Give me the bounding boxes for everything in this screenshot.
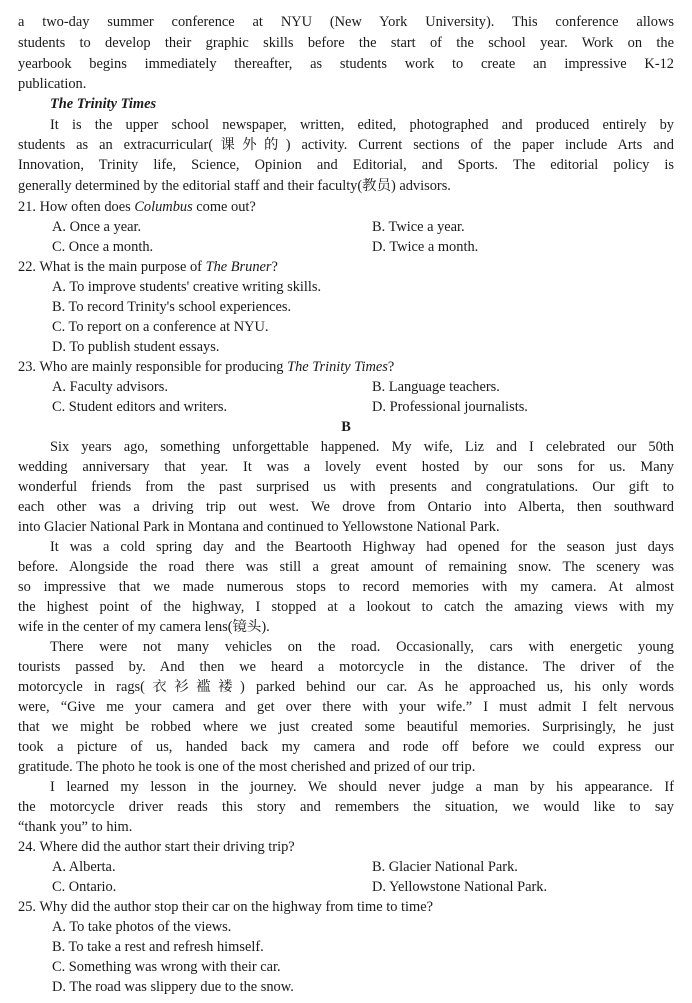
passage-line: wife in the center of my camera lens(镜头).: [18, 619, 270, 635]
q22-option-d: D. To publish student essays.: [52, 339, 220, 355]
q24-option-b: B. Glacier National Park.: [372, 859, 518, 875]
q22-option-c: C. To report on a conference at NYU.: [52, 319, 269, 335]
q25-option-c: C. Something was wrong with their car.: [52, 959, 281, 975]
passage-line: the highest point of the highway, I stopped at a lookout to catch the amazing views with my: [18, 599, 674, 615]
passage-line: were, “Give me your camera and get over there with your wife.” I must admit I felt nervous: [18, 699, 674, 715]
question-24-stem: 24. Where did the author start their driving trip?: [18, 839, 295, 855]
q24-option-c: C. Ontario.: [52, 879, 117, 895]
q23-option-a: A. Faculty advisors.: [52, 379, 168, 395]
q21-option-d: D. Twice a month.: [372, 239, 479, 255]
passage-line: generally determined by the editorial staff and their faculty(教员) advisors.: [18, 178, 451, 194]
passage-line: the motorcycle driver reads this story and remembers the situation, we would like to say: [18, 799, 674, 815]
passage-line: students as an extracurricular(课外的) activity. Current sections of the paper include Arts and: [18, 137, 674, 153]
q23-option-c: C. Student editors and writers.: [52, 399, 228, 415]
passage-line: that we might be robbed where we just created some beautiful memories. Surprisingly, he just: [18, 719, 674, 735]
passage-line: so impressive that we made numerous stops to record memories with my camera. At almost: [18, 579, 674, 595]
passage-line: students to develop their graphic skills before the start of the school year. Work on the: [18, 35, 674, 51]
passage-line: Innovation, Trinity life, Science, Opinion and Editorial, and Sports. The editorial policy is: [18, 157, 674, 173]
q22-option-a: A. To improve students' creative writing skills.: [52, 279, 322, 295]
passage-line: a two-day summer conference at NYU (New York University). This conference allows: [18, 14, 674, 30]
q21-option-a: A. Once a year.: [52, 219, 142, 235]
passage-line: into Glacier National Park in Montana and continued to Yellowstone National Park.: [18, 519, 500, 535]
q25-option-a: A. To take photos of the views.: [52, 919, 232, 935]
passage-line: wedding anniversary that year. It was a lovely event hosted by our sons for us. Many: [18, 459, 674, 475]
passage-line: before. Alongside the road there was still a great amount of remaining snow. The scenery was: [18, 559, 674, 575]
passage-line: publication.: [18, 76, 87, 92]
passage-line: “thank you” to him.: [18, 819, 133, 835]
passage-line: tourists passed by. And then we heard a motorcycle in the distance. The driver of the: [18, 659, 674, 675]
q25-option-b: B. To take a rest and refresh himself.: [52, 939, 264, 955]
q21-option-b: B. Twice a year.: [372, 219, 465, 235]
question-22-stem: 22. What is the main purpose of The Bruner?: [18, 259, 278, 275]
q22-option-b: B. To record Trinity's school experiences.: [52, 299, 292, 315]
q23-option-b: B. Language teachers.: [372, 379, 500, 395]
q24-option-d: D. Yellowstone National Park.: [372, 879, 548, 895]
question-23-stem: 23. Who are mainly responsible for producing The Trinity Times?: [18, 359, 395, 375]
question-21-stem: 21. How often does Columbus come out?: [18, 199, 256, 215]
passage-line: It was a cold spring day and the Beartooth Highway had opened for the season just days: [50, 539, 674, 555]
passage-line: I learned my lesson in the journey. We should never judge a man by his appearance. If: [50, 779, 674, 795]
section-b-label: B: [341, 419, 351, 435]
q23-option-d: D. Professional journalists.: [372, 399, 528, 415]
passage-line: gratitude. The photo he took is one of the most cherished and prized of our trip.: [18, 759, 476, 775]
passage-line: each other was a driving trip out west. We drove from Ontario into Alberta, then southward: [18, 499, 674, 515]
passage-line: motorcycle in rags(衣衫褴褛) parked behind our car. As he approached us, his only words: [18, 679, 674, 695]
passage-line: There were not many vehicles on the road. Occasionally, cars with energetic young: [50, 639, 674, 655]
q24-option-a: A. Alberta.: [52, 859, 116, 875]
section-heading: The Trinity Times: [50, 96, 157, 112]
passage-line: wonderful friends from the past surprised us with presents and congratulations. Our gift to: [18, 479, 674, 495]
question-25-stem: 25. Why did the author stop their car on the highway from time to time?: [18, 899, 433, 915]
passage-line: yearbook begins immediately thereafter, as students work to create an impressive K-12: [18, 56, 674, 72]
passage-line: took a picture of us, handed back my camera and rode off before we could express our: [18, 739, 674, 755]
passage-line: It is the upper school newspaper, written, edited, photographed and produced entirely by: [50, 117, 674, 133]
q25-option-d: D. The road was slippery due to the snow.: [52, 979, 294, 995]
q21-option-c: C. Once a month.: [52, 239, 154, 255]
passage-line: Six years ago, something unforgettable happened. My wife, Liz and I celebrated our 50th: [50, 439, 674, 455]
